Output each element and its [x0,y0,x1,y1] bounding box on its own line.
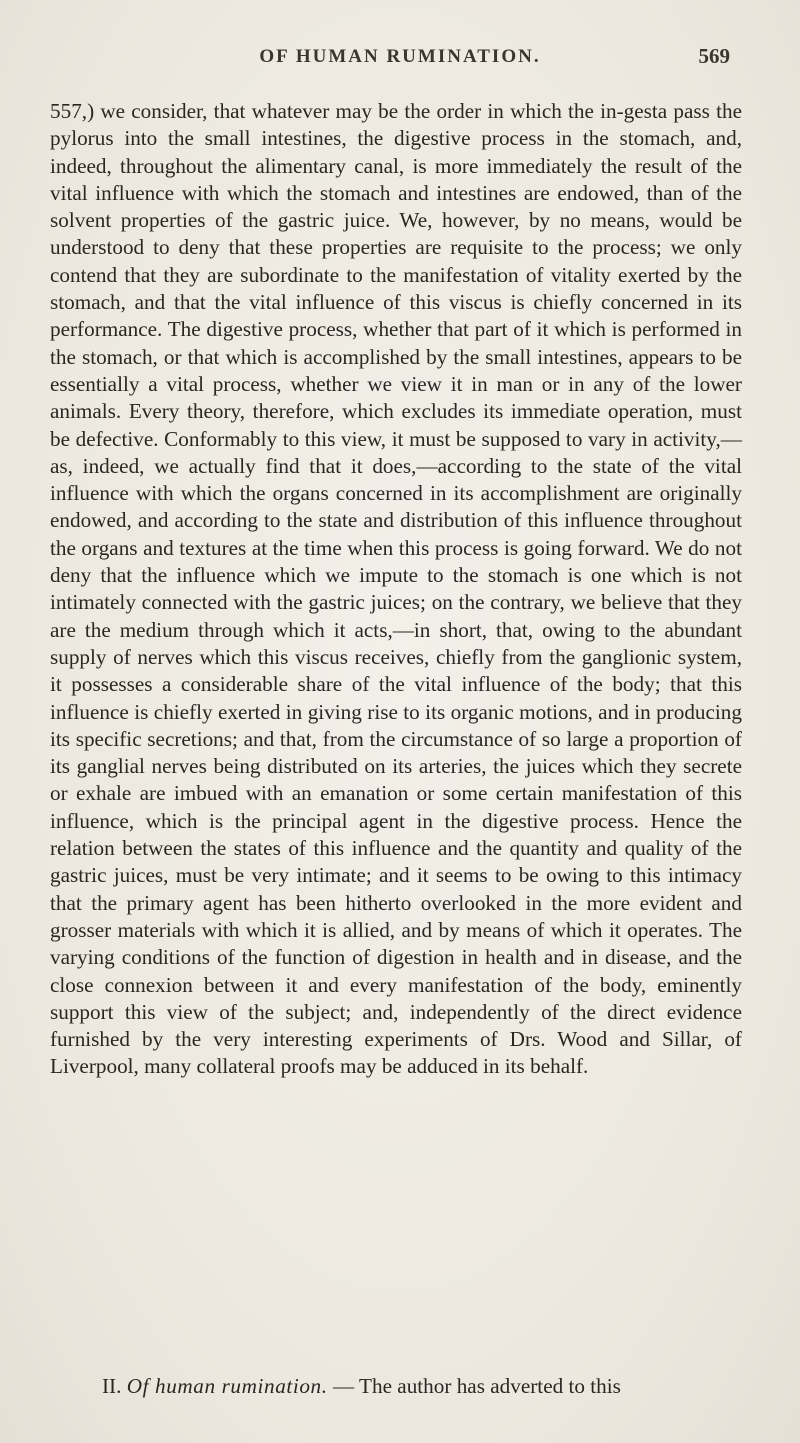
body-text [50,98,742,1081]
section-text: — The author has adverted to this [332,1374,621,1398]
page-header [0,46,800,76]
page-number: 569 [698,44,730,68]
section-heading [50,1373,742,1400]
running-head: OF HUMAN RUMINATION. [259,46,541,67]
section-title: Of human rumination. [126,1374,328,1398]
section-number: II. [102,1374,122,1398]
body-paragraph: 557,) we consider, that whatever may be the order in which the in-gesta pass the pylorus into the small intestines, the digestive process in the stomach, and, indeed, throughout the alimentary canal, is more immediately the result of the vital influence with which the stomach and intestines are endowed, than of the solvent properties of the gastric juice. We, however, by no means, would be understood to deny that these properties are requisite to the process; we only contend that they are subordinate to the manifestation of vitality exerted by the stomach, and that the vital influence of this viscus is chiefly concerned in its performance. The digestive process, whether that part of it which is performed in the stomach, or that which is accomplished by the small intestines, appears to be essentially a vital process, whether we view it in man or in any of the lower animals. Every theory, therefore, which excludes its immediate operation, must be defective. Conformably to this view, it must be supposed to vary in activity,— as, indeed, we actually find that it does,—according to the state of the vital influence with which the organs concerned in its accomplishment are originally endowed, and according to the state and distribution of this influence throughout the organs and textures at the time when this process is going forward. We do not deny that the influence which we impute to the stomach is one which is not intimately connected with the gastric juices; on the contrary, we believe that they are the medium through which it acts,—in short, that, owing to the abundant supply of nerves which this viscus receives, chiefly from the ganglionic system, it possesses a considerable share of the vital influence of the body; that this influence is chiefly exerted in giving rise to its organic motions, and in producing its specific secretions; and that, from the circumstance of so large a proportion of its ganglial nerves being distributed on its arteries, the juices which they secrete or exhale are imbued with an emanation or some certain manifestation of this influence, which is the principal agent in the digestive process. Hence the relation between the states of this influence and the quantity and quality of the gastric juices, must be very intimate; and it seems to be owing to this intimacy that the primary agent has been hitherto overlooked in the more evident and grosser materials with which it is allied, and by means of which it operates. The varying conditions of the function of digestion in health and in disease, and the close connexion between it and every manifestation of the body, eminently support this view of the subject; and, independently of the direct evidence furnished by the very interesting experiments of Drs. Wood and Sillar, of Liverpool, many collateral proofs may be adduced in its behalf. [50,99,742,1079]
